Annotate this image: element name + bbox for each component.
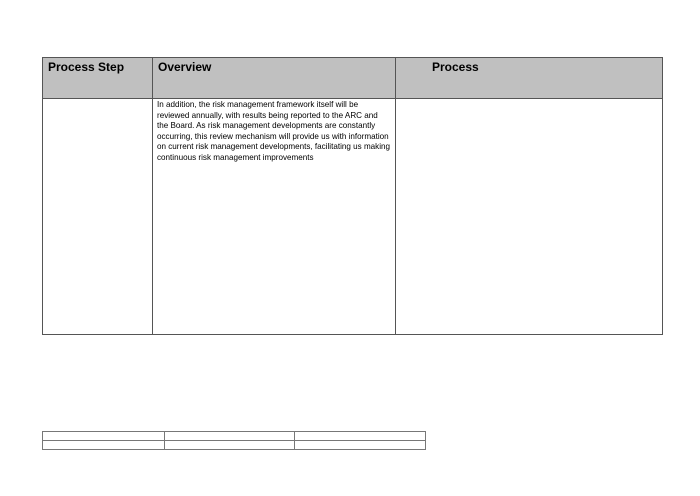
header-process-label: Process — [432, 60, 479, 74]
cell-process-step — [43, 99, 153, 335]
footer-table — [42, 431, 426, 450]
cell-process — [396, 99, 663, 335]
footer-cell — [43, 441, 165, 450]
header-process — [396, 58, 663, 99]
table-header-row — [43, 58, 663, 99]
footer-table-row — [43, 441, 426, 450]
footer-cell — [165, 441, 295, 450]
table-row — [43, 99, 663, 335]
header-overview-label: Overview — [158, 60, 212, 74]
overview-text: In addition, the risk management framework itself will be reviewed annually, with results being reported to the ARC and the Board. As risk management developments are constantly occurring, this review mechanism will provide us with information on current risk management developments, facilitating us making continuous risk management improvements — [157, 100, 391, 162]
footer-cell — [295, 432, 426, 441]
header-process-step-label: Process Step — [48, 60, 125, 74]
footer-cell — [165, 432, 295, 441]
footer-cell — [295, 441, 426, 450]
cell-overview — [153, 99, 396, 335]
process-table — [42, 57, 663, 335]
footer-table-row — [43, 432, 426, 441]
header-overview — [153, 58, 396, 99]
header-process-step — [43, 58, 153, 99]
footer-cell — [43, 432, 165, 441]
